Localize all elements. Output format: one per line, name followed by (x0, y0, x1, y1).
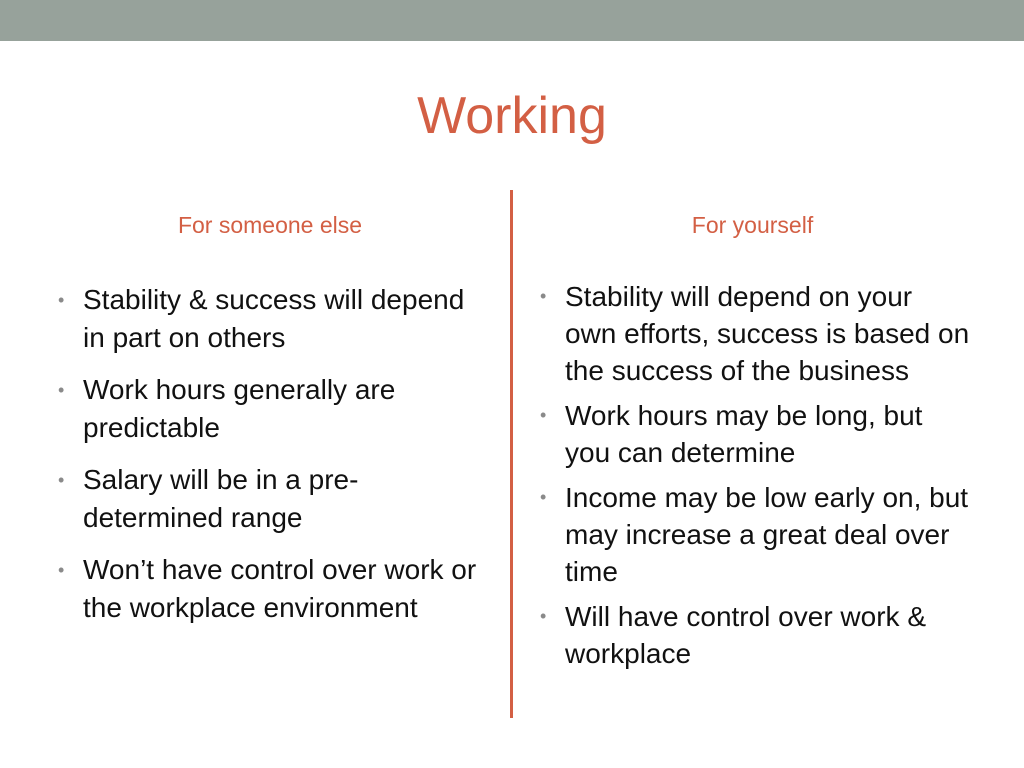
bullet-icon: • (58, 560, 65, 580)
bullet-text: Work hours generally are predictable (83, 374, 396, 443)
list-item (540, 278, 970, 389)
bullet-icon: • (540, 286, 547, 306)
bullet-text: Work hours may be long, but you can determine (565, 400, 923, 468)
left-bullet-list (58, 281, 478, 641)
bullet-text: Stability & success will depend in part on others (83, 284, 465, 353)
bullet-text: Stability will depend on your own efforts, success is based on the success of the business (565, 281, 970, 386)
right-bullet-list (540, 278, 970, 680)
slide-title: Working (417, 87, 607, 145)
list-item (58, 281, 478, 357)
list-item (540, 479, 970, 590)
bullet-icon: • (540, 606, 547, 626)
bullet-icon: • (58, 290, 65, 310)
left-column-header: For someone else (177, 212, 363, 238)
bullet-text: Income may be low early on, but may increase a great deal over time (565, 482, 969, 587)
list-item (58, 551, 478, 627)
list-item (540, 598, 970, 672)
bullet-icon: • (540, 487, 547, 507)
right-column-header: For yourself (691, 212, 814, 238)
top-band (0, 0, 1024, 41)
bullet-icon: • (540, 405, 547, 425)
list-item (58, 371, 478, 447)
column-divider (510, 190, 513, 718)
bullet-icon: • (58, 380, 65, 400)
bullet-text: Salary will be in a pre-determined range (83, 464, 359, 533)
bullet-text: Won’t have control over work or the workplace environment (83, 554, 477, 623)
list-item (540, 397, 970, 471)
list-item (58, 461, 478, 537)
bullet-icon: • (58, 470, 65, 490)
bullet-text: Will have control over work & workplace (565, 601, 927, 669)
